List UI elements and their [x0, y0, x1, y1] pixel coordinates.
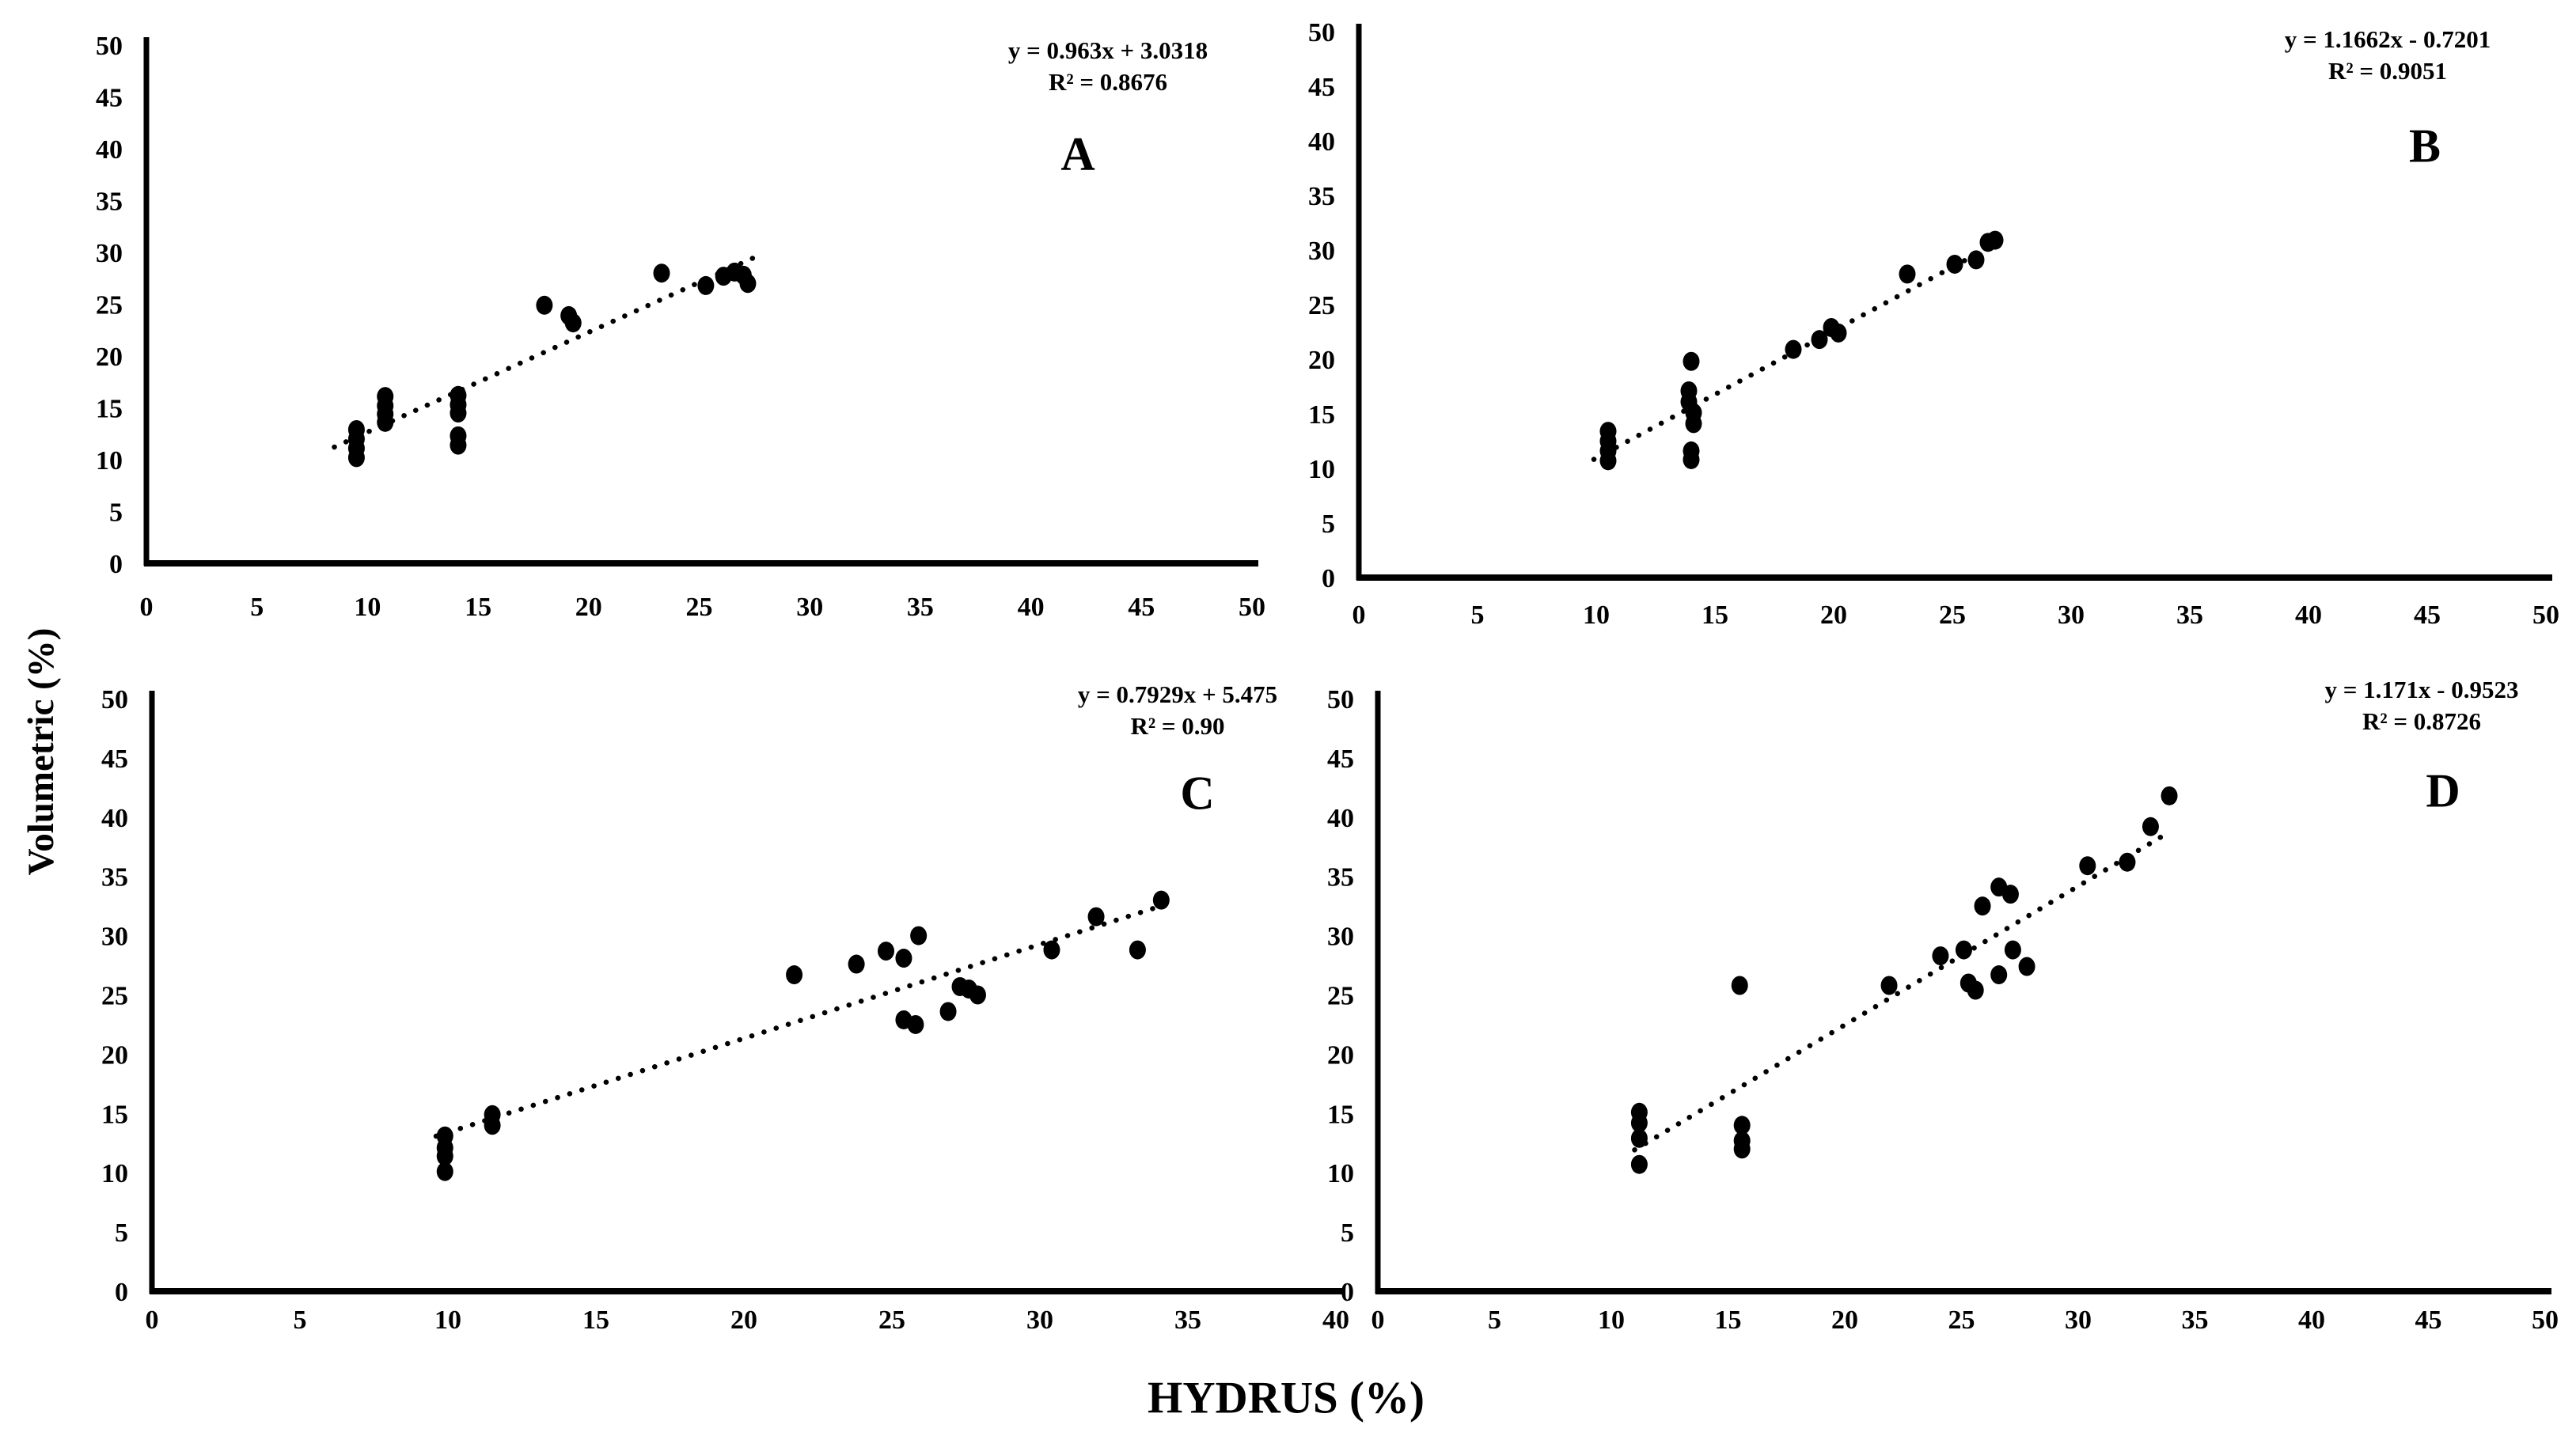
- x-tick-label: 5: [293, 1305, 307, 1335]
- y-tick-label: 20: [1327, 1040, 1354, 1071]
- x-tick-label: 25: [1948, 1305, 1975, 1335]
- data-point: [1683, 450, 1700, 469]
- x-tick-label: 40: [2295, 601, 2322, 630]
- panel-c-r-squared: R² = 0.90: [1130, 712, 1225, 740]
- y-tick-label: 10: [96, 446, 123, 476]
- data-point: [1785, 340, 1802, 359]
- y-tick-label: 5: [1322, 510, 1335, 539]
- x-tick-label: 15: [1714, 1305, 1742, 1335]
- x-tick-label: 30: [2058, 601, 2085, 630]
- x-tick-label: 40: [1017, 593, 1045, 622]
- data-point: [1975, 896, 1991, 915]
- y-tick-label: 25: [1308, 291, 1335, 320]
- panel-c-plot: [101, 685, 1349, 1335]
- data-point: [910, 927, 927, 945]
- data-point: [1153, 891, 1170, 910]
- y-tick-label: 40: [1308, 127, 1335, 157]
- y-tick-label: 5: [115, 1218, 128, 1249]
- y-tick-label: 35: [1308, 182, 1335, 211]
- y-tick-label: 0: [1322, 564, 1335, 593]
- panel-c-label: C: [1180, 767, 1215, 820]
- panel-c-equation: y = 0.7929x + 5.475: [1077, 680, 1278, 708]
- x-tick-label: 20: [1831, 1305, 1858, 1335]
- data-point: [1990, 965, 2007, 984]
- y-tick-label: 15: [1327, 1100, 1354, 1130]
- data-point: [1899, 264, 1916, 283]
- data-point: [377, 413, 393, 432]
- panel-b-r-squared: R² = 0.9051: [2328, 57, 2448, 85]
- panel-d-r-squared: R² = 0.8726: [2362, 707, 2482, 735]
- trendline: [436, 902, 1173, 1136]
- data-point: [895, 949, 912, 968]
- panel-d-equation-block: [2325, 674, 2519, 737]
- data-point: [1947, 255, 1963, 274]
- panel-d-equation: y = 1.171x - 0.9523: [2324, 676, 2519, 703]
- data-point: [348, 448, 365, 467]
- x-tick-label: 0: [1352, 601, 1366, 630]
- x-tick-label: 50: [1239, 593, 1265, 622]
- y-tick-label: 20: [101, 1040, 128, 1071]
- data-point: [878, 942, 894, 961]
- y-tick-label: 30: [101, 922, 128, 952]
- data-point: [1881, 976, 1898, 995]
- y-tick-label: 20: [96, 343, 123, 372]
- x-tick-label: 50: [2532, 601, 2559, 630]
- x-tick-label: 10: [354, 593, 381, 622]
- y-tick-label: 35: [96, 187, 123, 217]
- data-point: [2079, 856, 2096, 875]
- data-point: [739, 274, 756, 293]
- y-tick-label: 10: [1327, 1159, 1354, 1189]
- data-point: [1088, 908, 1105, 927]
- y-tick-label: 45: [96, 83, 123, 113]
- data-point: [2161, 786, 2178, 805]
- data-point: [2142, 817, 2159, 836]
- y-tick-label: 15: [1308, 400, 1335, 430]
- y-tick-label: 0: [115, 1278, 128, 1307]
- panel-b-plot: [1308, 18, 2559, 630]
- x-tick-label: 15: [465, 593, 492, 622]
- data-point: [1631, 1129, 1648, 1148]
- panel-a-label: A: [1060, 127, 1095, 180]
- panel-a-equation: y = 0.963x + 3.0318: [1007, 36, 1208, 64]
- y-tick-label: 5: [1341, 1218, 1354, 1249]
- data-point: [2019, 957, 2035, 976]
- x-tick-label: 25: [878, 1305, 905, 1335]
- panel-a-equation-block: [1008, 35, 1208, 98]
- panel-d-plot: [1327, 685, 2559, 1335]
- x-tick-label: 15: [1702, 601, 1728, 630]
- y-tick-label: 45: [101, 744, 128, 774]
- data-point: [1956, 941, 1972, 960]
- trendline: [1635, 833, 2168, 1150]
- x-tick-label: 40: [1322, 1305, 1349, 1335]
- data-point: [565, 313, 582, 332]
- y-tick-label: 40: [101, 803, 128, 833]
- y-tick-label: 30: [96, 239, 123, 268]
- data-point: [1932, 946, 1948, 965]
- panel-a-r-squared: R² = 0.8676: [1048, 68, 1168, 96]
- x-tick-label: 10: [1583, 601, 1610, 630]
- y-tick-label: 30: [1327, 922, 1354, 952]
- x-tick-label: 5: [250, 593, 264, 622]
- data-point: [2005, 941, 2021, 960]
- y-tick-label: 45: [1327, 744, 1354, 774]
- panel-a-plot: [96, 32, 1265, 622]
- x-tick-label: 30: [796, 593, 824, 622]
- y-tick-label: 20: [1308, 346, 1335, 375]
- data-point: [654, 263, 670, 282]
- y-tick-label: 0: [109, 550, 123, 579]
- y-tick-label: 45: [1308, 73, 1335, 102]
- x-tick-label: 35: [2181, 1305, 2209, 1335]
- y-tick-label: 0: [1341, 1278, 1354, 1307]
- x-tick-label: 30: [1026, 1305, 1053, 1335]
- data-point: [1987, 231, 2004, 250]
- data-point: [1683, 352, 1700, 371]
- data-point: [1968, 250, 1985, 269]
- x-tick-label: 0: [139, 593, 154, 622]
- data-point: [907, 1015, 924, 1034]
- data-point: [536, 296, 552, 315]
- x-tick-label: 0: [1371, 1305, 1385, 1335]
- panel-b-equation: y = 1.1662x - 0.7201: [2284, 25, 2491, 53]
- panel-d-label: D: [2426, 764, 2460, 817]
- data-point: [2119, 853, 2135, 872]
- y-tick-label: 35: [101, 862, 128, 892]
- x-tick-label: 20: [575, 593, 602, 622]
- panel-c-equation-block: [1078, 679, 1277, 742]
- data-point: [450, 404, 466, 423]
- data-point: [940, 1002, 957, 1021]
- y-tick-label: 10: [101, 1159, 128, 1189]
- data-point: [2002, 885, 2019, 904]
- y-tick-label: 30: [1308, 237, 1335, 266]
- x-tick-label: 45: [2414, 601, 2441, 630]
- y-tick-label: 50: [101, 685, 128, 714]
- data-point: [1831, 324, 1847, 343]
- y-tick-label: 15: [101, 1100, 128, 1130]
- data-point: [848, 955, 865, 974]
- x-tick-label: 15: [582, 1305, 609, 1335]
- panel-b-equation-block: [2285, 24, 2491, 87]
- data-point: [1734, 1139, 1751, 1158]
- x-tick-label: 35: [2176, 601, 2203, 630]
- y-tick-label: 40: [1327, 803, 1354, 833]
- x-tick-label: 20: [730, 1305, 757, 1335]
- y-tick-label: 40: [96, 135, 123, 165]
- data-point: [450, 436, 466, 455]
- x-tick-label: 35: [1174, 1305, 1201, 1335]
- x-axis-title: HYDRUS (%): [1148, 1373, 1425, 1423]
- x-tick-label: 5: [1470, 601, 1485, 630]
- y-tick-label: 5: [109, 498, 123, 528]
- x-tick-label: 25: [1939, 601, 1966, 630]
- data-point: [1600, 451, 1617, 470]
- y-axis-title: Volumetric (%): [21, 627, 62, 876]
- data-point: [484, 1116, 501, 1135]
- y-tick-label: 35: [1327, 862, 1354, 892]
- x-tick-label: 20: [1820, 601, 1847, 630]
- x-tick-label: 10: [434, 1305, 461, 1335]
- x-tick-label: 35: [906, 593, 934, 622]
- x-tick-label: 0: [145, 1305, 159, 1335]
- y-tick-label: 50: [96, 32, 123, 61]
- x-tick-label: 40: [2298, 1305, 2325, 1335]
- data-point: [786, 965, 802, 984]
- x-tick-label: 45: [1128, 593, 1155, 622]
- x-tick-label: 50: [2532, 1305, 2559, 1335]
- y-tick-label: 25: [101, 981, 128, 1011]
- data-point: [969, 986, 986, 1005]
- y-tick-label: 15: [96, 394, 123, 424]
- x-tick-label: 5: [1488, 1305, 1501, 1335]
- x-tick-label: 25: [685, 593, 713, 622]
- data-point: [697, 276, 714, 295]
- data-point: [437, 1162, 453, 1181]
- data-point: [1732, 976, 1748, 995]
- data-point: [1043, 941, 1060, 960]
- data-point: [1631, 1155, 1648, 1174]
- data-point: [1967, 981, 1984, 1000]
- y-tick-label: 25: [1327, 981, 1354, 1011]
- data-point: [1129, 941, 1146, 960]
- y-tick-label: 50: [1327, 685, 1354, 714]
- panel-b-label: B: [2408, 119, 2441, 172]
- trendline: [334, 255, 761, 447]
- x-tick-label: 45: [2415, 1305, 2442, 1335]
- y-tick-label: 50: [1308, 18, 1335, 47]
- x-tick-label: 10: [1598, 1305, 1625, 1335]
- x-tick-label: 30: [2065, 1305, 2092, 1335]
- y-tick-label: 25: [96, 290, 123, 320]
- data-point: [1686, 414, 1702, 433]
- y-tick-label: 10: [1308, 455, 1335, 484]
